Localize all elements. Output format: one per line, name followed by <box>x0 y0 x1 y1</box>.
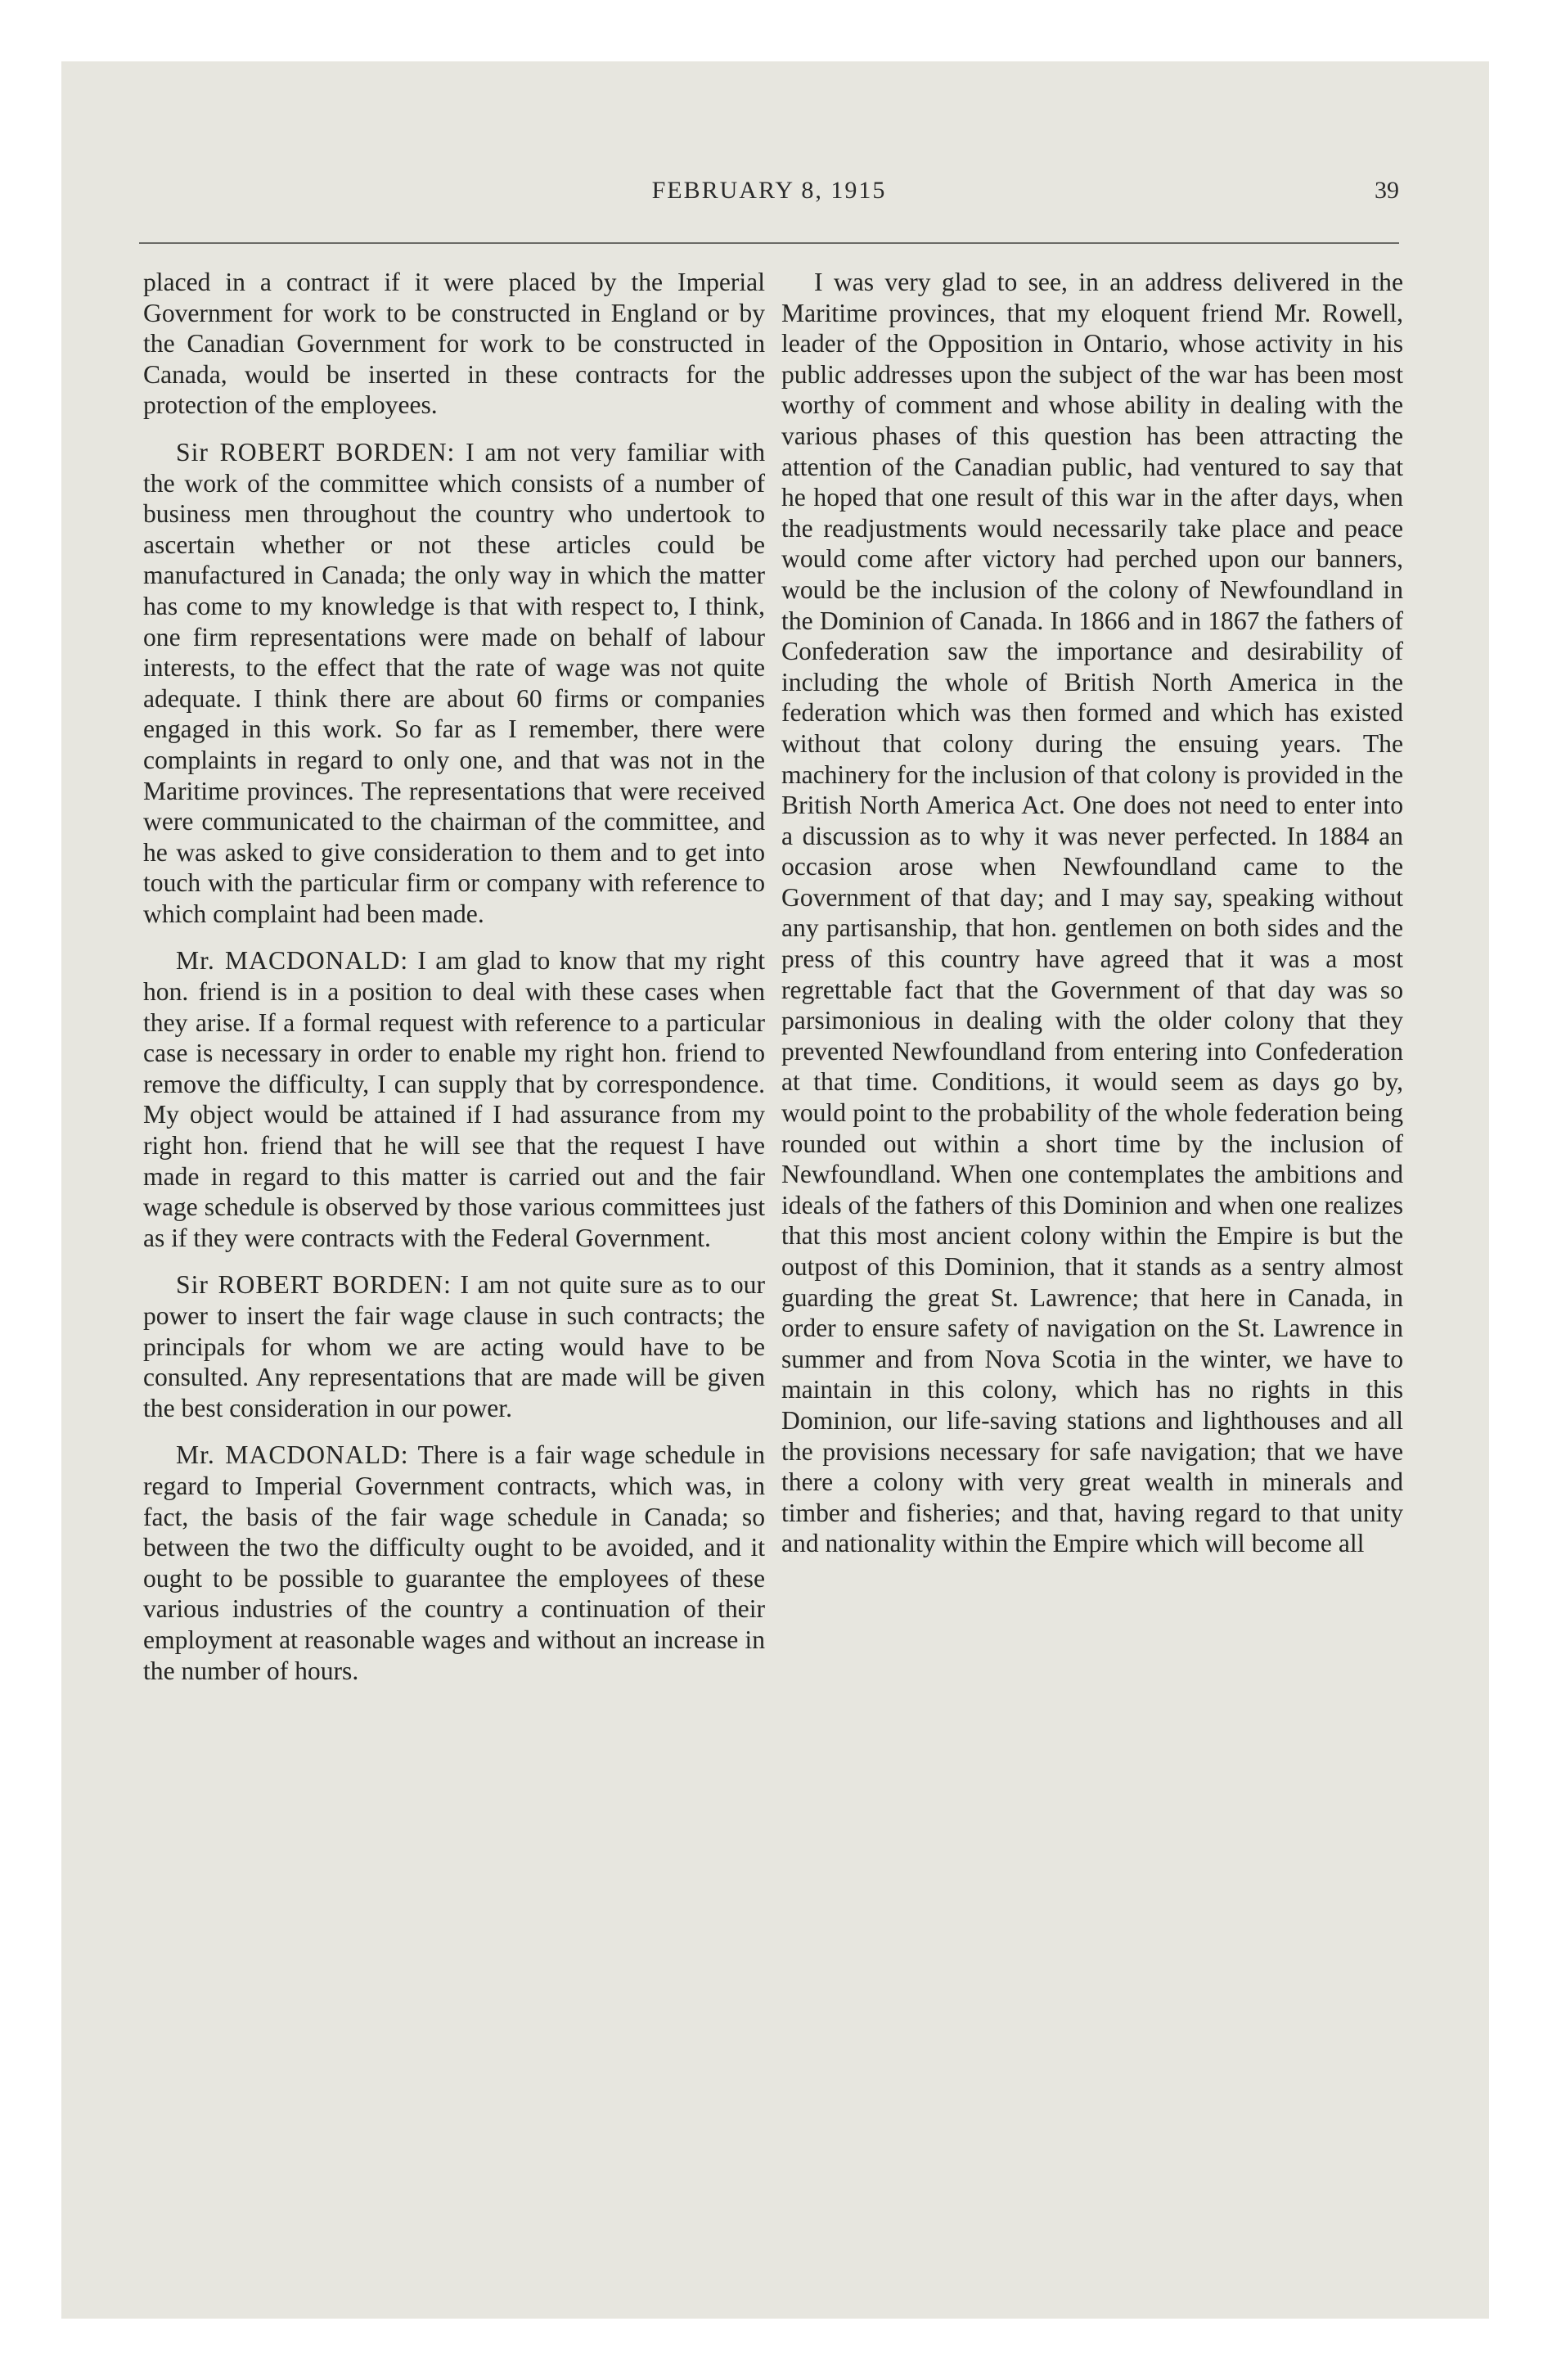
running-title: FEBRUARY 8, 1915 <box>651 177 887 204</box>
page-header <box>139 172 1399 213</box>
speech-text: There is a fair wage schedule in regard to Imperial Government contracts, which was, in fact, the basis of the fair wage schedule in Canada; so between the two the difficulty ought to be avoided, and it ought to be possible to guarantee the employees of these various industries of the country a continuation of their employment at reasonable wages and without an increase in the number of hours. <box>143 1440 765 1685</box>
speaker-name: Sir ROBERT BORDEN: <box>176 1270 452 1300</box>
paragraph: placed in a contract if it were placed by the Imperial Government for work to be constructed in England or by the Canadian Government for work to be constructed in Canada, would be inserted in these contracts for the protection of the employees. <box>143 268 765 420</box>
paragraph <box>143 1440 765 1686</box>
speech-text: I am glad to know that my right hon. friend is in a position to deal with these cases when they arise. If a formal request with reference to a particular case is necessary in order to enable my right hon. friend to remove the difficulty, I can supply that by correspondence. My object would be attained if I had assurance from my right hon. friend that he will see that the request I have made in regard to this matter is carried out and the fair wage schedule is observed by those various committees just as if they were contracts with the Federal Government. <box>143 946 765 1252</box>
page-number: 39 <box>1375 177 1399 204</box>
speech-text: I am not very familiar with the work of the committee which consists of a number of business men throughout the country who undertook to ascertain whether or not these articles could be manufactured in Canada; the only way in which the matter has come to my knowledge is that with respect to, I think, one firm representations were made on behalf of labour interests, to the effect that the rate of wage was not quite adequate. I think there are about 60 firms or companies engaged in this work. So far as I remember, there were complaints in regard to only one, and that was not in the Maritime provinces. The representations that were received were communicated to the chairman of the committee, and he was asked to give consideration to them and to get into touch with the particular firm or company with reference to which complaint had been made. <box>143 437 765 928</box>
speaker-name: Sir ROBERT BORDEN: <box>176 437 456 467</box>
speech-text: I am not quite sure as to our power to insert the fair wage clause in such contracts; the principals for whom we are acting would have to be consulted. Any representations that are made will be given the best consideration in our power. <box>143 1270 765 1422</box>
header-rule <box>139 242 1399 244</box>
right-column <box>781 267 1403 1575</box>
paragraph <box>143 437 765 930</box>
paragraph <box>143 945 765 1253</box>
left-column <box>143 267 765 1702</box>
speaker-name: Mr. MACDONALD: <box>176 946 409 976</box>
speaker-name: Mr. MACDONALD: <box>176 1440 409 1470</box>
paragraph <box>143 1269 765 1423</box>
paragraph: I was very glad to see, in an address delivered in the Maritime provinces, that my eloquent friend Mr. Rowell, leader of the Opposition in Ontario, whose activity in his public addresses upon the subject of the war has been most worthy of comment and whose ability in dealing with the various phases of this question has been attracting the attention of the Canadian public, had ventured to say that he hoped that one result of this war in the after days, when the readjustments would necessarily take place and peace would come after victory had perched upon our banners, would be the inclusion of the colony of Newfoundland in the Dominion of Canada. In 1866 and in 1867 the fathers of Confederation saw the importance and desirability of including the whole of British North America in the federation which was then formed and which has existed without that colony during the ensuing years. The machinery for the inclusion of that colony is provided in the British North America Act. One does not need to enter into a discussion as to why it was never perfected. In 1884 an occasion arose when Newfoundland came to the Government of that day; and I may say, speaking without any partisanship, that hon. gentlemen on both sides and the press of this country have agreed that it was a most regrettable fact that the Government of that day was so parsimonious in dealing with the older colony that they prevented Newfoundland from entering into Confederation at that time. Conditions, it would seem as days go by, would point to the probability of the whole federation being rounded out within a short time by the inclusion of Newfoundland. When one contemplates the ambitions and ideals of the fathers of this Dominion and when one realizes that this most ancient colony within the Empire is but the outpost of this Dominion, that it stands as a sentry almost guarding the great St. Lawrence; that here in Canada, in order to ensure safety of navigation on the St. Lawrence in summer and from Nova Scotia in the winter, we have to maintain in this colony, which has no rights in this Dominion, our life-saving stations and lighthouses and all the provisions necessary for safe navigation; that we have there a colony with very great wealth in minerals and timber and fisheries; and that, having regard to that unity and nationality within the Empire which will become all <box>781 268 1403 1558</box>
